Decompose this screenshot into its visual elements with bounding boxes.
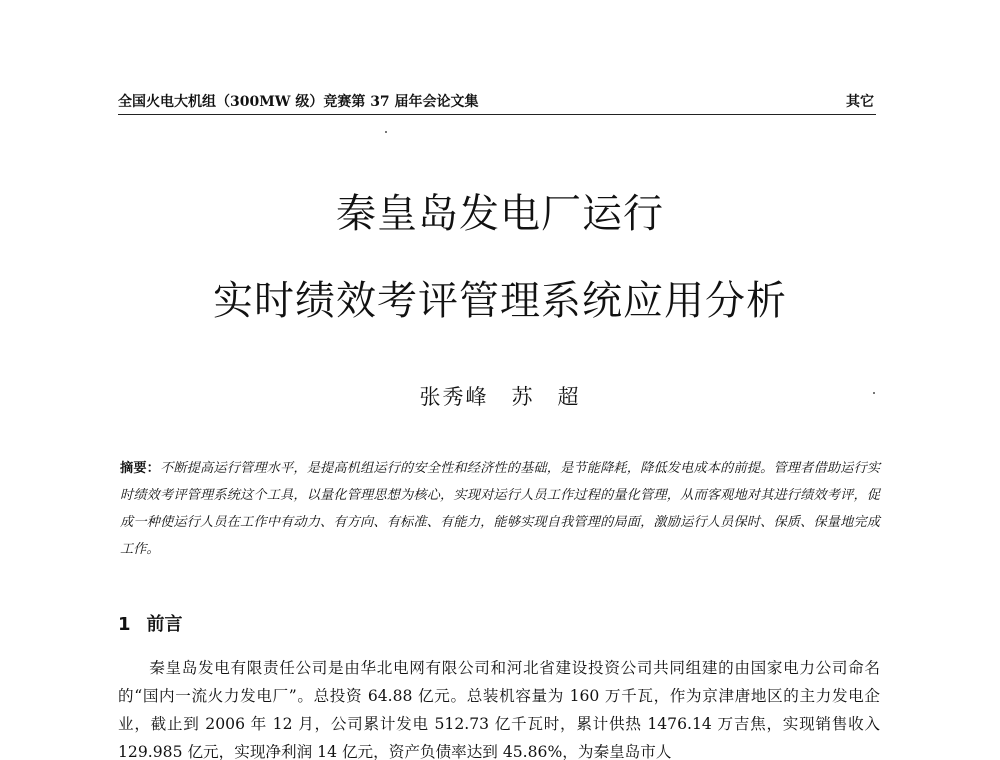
abstract-label: 摘要： xyxy=(120,461,161,476)
running-header xyxy=(118,92,876,115)
scan-speck xyxy=(385,131,387,133)
abstract xyxy=(120,455,880,563)
category-label: 其它 xyxy=(846,94,874,110)
proceedings-title: 全国火电大机组（300MW 级）竞赛第 37 届年会论文集 xyxy=(118,94,479,110)
paper-title-line-1: 秦皇岛发电厂运行 xyxy=(336,191,664,237)
author-list: 张秀峰 苏 超 xyxy=(419,385,581,409)
body-paragraph: 秦皇岛发电有限责任公司是由华北电网有限公司和河北省建设投资公司共同组建的由国家电力公司命名的“国内一流火力发电厂”。总投资 64.88 亿元。总装机容量为 160 万千瓦，作为京津唐地区的主力发电企业，截止到 2006 年 12 月，公司累计发电 512.73 亿千瓦时，累计供热 1476.14 万吉焦，实现销售收入 129.985 亿元，实现净利润 14 亿元，资产负债率达到 45.86%，为秦皇岛市人 xyxy=(118,659,880,760)
paper-title-line-2: 实时绩效考评管理系统应用分析 xyxy=(213,278,787,324)
section-heading xyxy=(118,613,183,637)
abstract-text: 不断提高运行管理水平，是提高机组运行的安全性和经济性的基础，是节能降耗，降低发电成本的前提。管理者借助运行实时绩效考评管理系统这个工具，以量化管理思想为核心，实现对运行人员工作过程的量化管理，从而客观地对其进行绩效考评，促成一种使运行人员在工作中有动力、有方向、有标准、有能力，能够实现自我管理的局面，激励运行人员保时、保质、保量地完成工作。 xyxy=(120,461,881,557)
section-title: 前言 xyxy=(146,614,183,635)
section-number: 1 xyxy=(118,614,131,635)
